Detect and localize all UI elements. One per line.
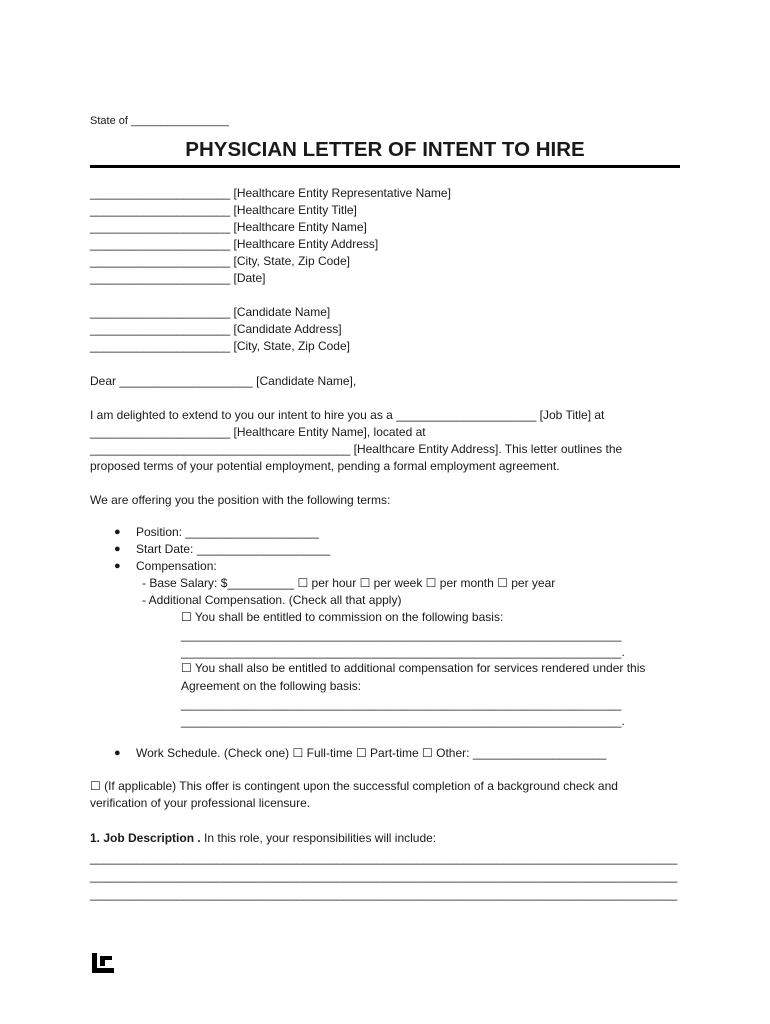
extra-compensation-option-cont: Agreement on the following basis: — [181, 679, 362, 693]
bullet-icon: ● — [114, 560, 121, 572]
job-description-text: In this role, your responsibilities will include: — [200, 831, 437, 845]
salutation: Dear ____________________ [Candidate Name], — [90, 374, 357, 388]
contingency-line-1: ☐ (If applicable) This offer is contingent upon the successful completion of a background check and — [90, 779, 618, 793]
term-additional-compensation: - Additional Compensation. (Check all that apply) — [142, 593, 402, 607]
bullet-icon: ● — [114, 747, 121, 759]
intro-line-3: _______________________________________ [Healthcare Entity Address]. This letter outlines the — [90, 442, 623, 456]
commission-option: ☐ You shall be entitled to commission on the following basis: — [181, 610, 504, 624]
extra-blank-line-2: __________________________________________________________________. — [181, 714, 625, 728]
sender-line-representative: _____________________ [Healthcare Entity Representative Name] — [90, 186, 451, 200]
job-description-line-2: ________________________________________________________________________________________ — [90, 869, 678, 883]
document-logo-icon — [92, 953, 114, 973]
job-description-line-1: ________________________________________________________________________________________ — [90, 851, 678, 865]
commission-blank-line-1: __________________________________________________________________ — [181, 628, 622, 642]
sender-line-entity-name: _____________________ [Healthcare Entity Name] — [90, 220, 367, 234]
sender-line-date: _____________________ [Date] — [90, 271, 266, 285]
sender-line-title: _____________________ [Healthcare Entity Title] — [90, 203, 357, 217]
term-base-salary: - Base Salary: $__________ ☐ per hour ☐ per week ☐ per month ☐ per year — [142, 576, 556, 590]
extra-compensation-option: ☐ You shall also be entitled to additional compensation for services rendered under this — [181, 661, 646, 675]
document-title: PHYSICIAN LETTER OF INTENT TO HIRE — [185, 138, 585, 161]
sender-line-city: _____________________ [City, State, Zip Code] — [90, 254, 350, 268]
job-description-heading: 1. Job Description . — [90, 831, 201, 845]
term-compensation: Compensation: — [136, 559, 217, 573]
terms-intro: We are offering you the position with the following terms: — [90, 493, 391, 507]
sender-line-address: _____________________ [Healthcare Entity Address] — [90, 237, 379, 251]
term-start-date: Start Date: ____________________ — [136, 542, 331, 556]
recipient-line-address: _____________________ [Candidate Address] — [90, 322, 342, 336]
term-work-schedule: Work Schedule. (Check one) ☐ Full-time ☐ Part-time ☐ Other: ____________________ — [136, 746, 607, 760]
intro-line-2: _____________________ [Healthcare Entity Name], located at — [90, 425, 426, 439]
term-position: Position: ____________________ — [136, 525, 319, 539]
job-description-line-3: ________________________________________________________________________________________ — [90, 887, 678, 901]
bullet-icon: ● — [114, 543, 121, 555]
job-description — [90, 831, 436, 845]
state-line: State of ________________ — [90, 115, 229, 127]
bullet-icon: ● — [114, 526, 121, 538]
contingency-line-2: verification of your professional licensure. — [90, 796, 311, 810]
commission-blank-line-2: __________________________________________________________________. — [181, 645, 625, 659]
intro-line-4: proposed terms of your potential employment, pending a formal employment agreement. — [90, 459, 560, 473]
recipient-line-name: _____________________ [Candidate Name] — [90, 305, 331, 319]
title-rule — [90, 165, 680, 168]
extra-blank-line-1: __________________________________________________________________ — [181, 697, 622, 711]
intro-line-1: I am delighted to extend to you our intent to hire you as a _____________________ [Job Title] at — [90, 408, 605, 422]
recipient-line-city: _____________________ [City, State, Zip Code] — [90, 339, 350, 353]
